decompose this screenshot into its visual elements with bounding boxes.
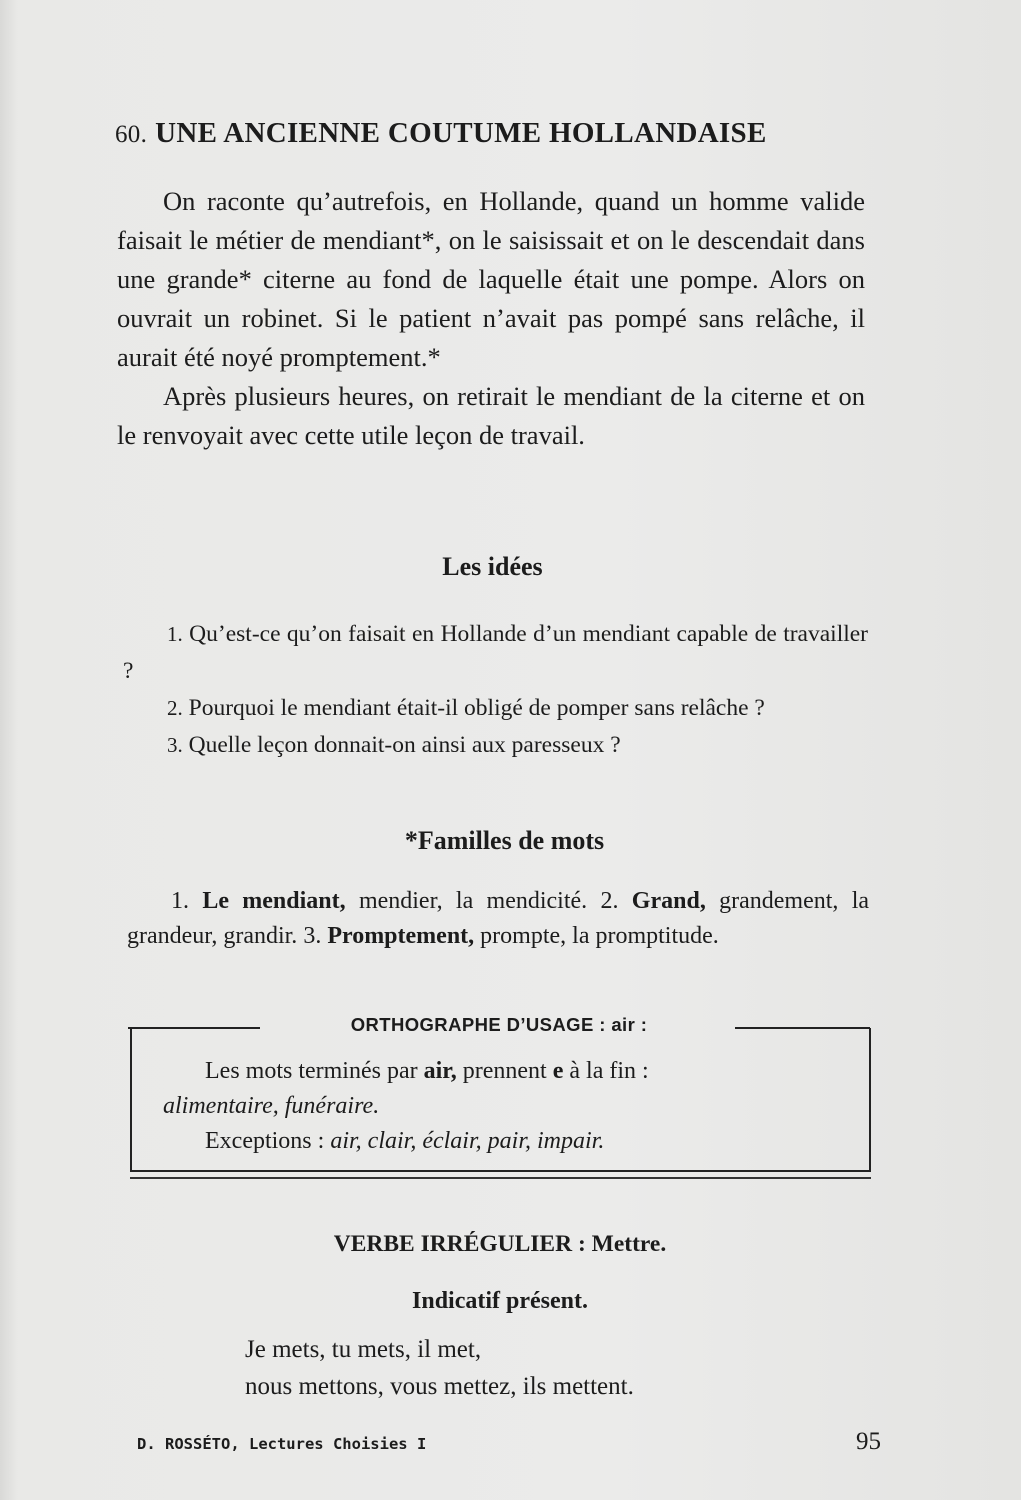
ideas-heading: Les idées bbox=[442, 552, 543, 581]
book-source: D. ROSSÉTO, Lectures Choisies I bbox=[137, 1435, 427, 1453]
page-number: 95 bbox=[856, 1428, 881, 1455]
chapter-number: 60. bbox=[115, 121, 148, 148]
story-paragraph-2: Après plusieurs heures, on retirait le mendiant de la citerne et on le renvoyait avec cette utile leçon de travail. bbox=[117, 381, 865, 450]
rule-line: Les mots terminés par air, prennent e à la fin : bbox=[205, 1058, 649, 1084]
story-paragraph-1: On raconte qu’autrefois, en Hollande, quand un homme valide faisait le métier de mendiant*, on le saisissait et on le descendait dans une grande* citerne au fond de laquelle était une pompe. Alors on ouvrait un robinet. Si le patient n’avait pas pompé sans relâche, il aurait été noyé promptement.* bbox=[117, 186, 865, 372]
question-item: 1. Qu’est-ce qu’on faisait en Hollande d’un mendiant capable de travailler ? bbox=[123, 621, 869, 684]
verb-tense: Indicatif présent. bbox=[412, 1288, 588, 1314]
chapter-title bbox=[115, 117, 875, 150]
box-double-rule bbox=[130, 1177, 871, 1179]
chapter-title-text: UNE ANCIENNE COUTUME HOLLANDAISE bbox=[155, 117, 767, 149]
rule-examples: alimentaire, funéraire. bbox=[163, 1093, 380, 1119]
show-through bbox=[360, 72, 370, 106]
ideas-questions bbox=[123, 616, 868, 764]
families-heading: *Familles de mots bbox=[404, 826, 605, 855]
verb-heading: VERBE IRRÉGULIER : Mettre. bbox=[333, 1231, 667, 1257]
families-paragraph: 1. Le mendiant, mendier, la mendicité. 2. Grand, grandement, la grandeur, grandir. 3. Promptement, prompte, la promptitude. bbox=[127, 888, 870, 949]
question-item: 3. Quelle leçon donnait-on ainsi aux paresseux ? bbox=[167, 732, 621, 758]
story-text bbox=[117, 182, 865, 455]
word-families bbox=[127, 884, 869, 954]
orthography-title: ORTHOGRAPHE D’USAGE : air : bbox=[350, 1014, 648, 1035]
conjugation-line-1: Je mets, tu mets, il met, bbox=[245, 1336, 482, 1363]
question-item: 2. Pourquoi le mendiant était-il obligé de pomper sans relâche ? bbox=[167, 695, 765, 721]
rule-exceptions: Exceptions : air, clair, éclair, pair, impair. bbox=[205, 1128, 605, 1154]
verb-conjugation bbox=[245, 1331, 805, 1405]
orthography-rule bbox=[163, 1054, 839, 1159]
conjugation-line-2: nous mettons, vous mettez, ils mettent. bbox=[245, 1373, 634, 1400]
